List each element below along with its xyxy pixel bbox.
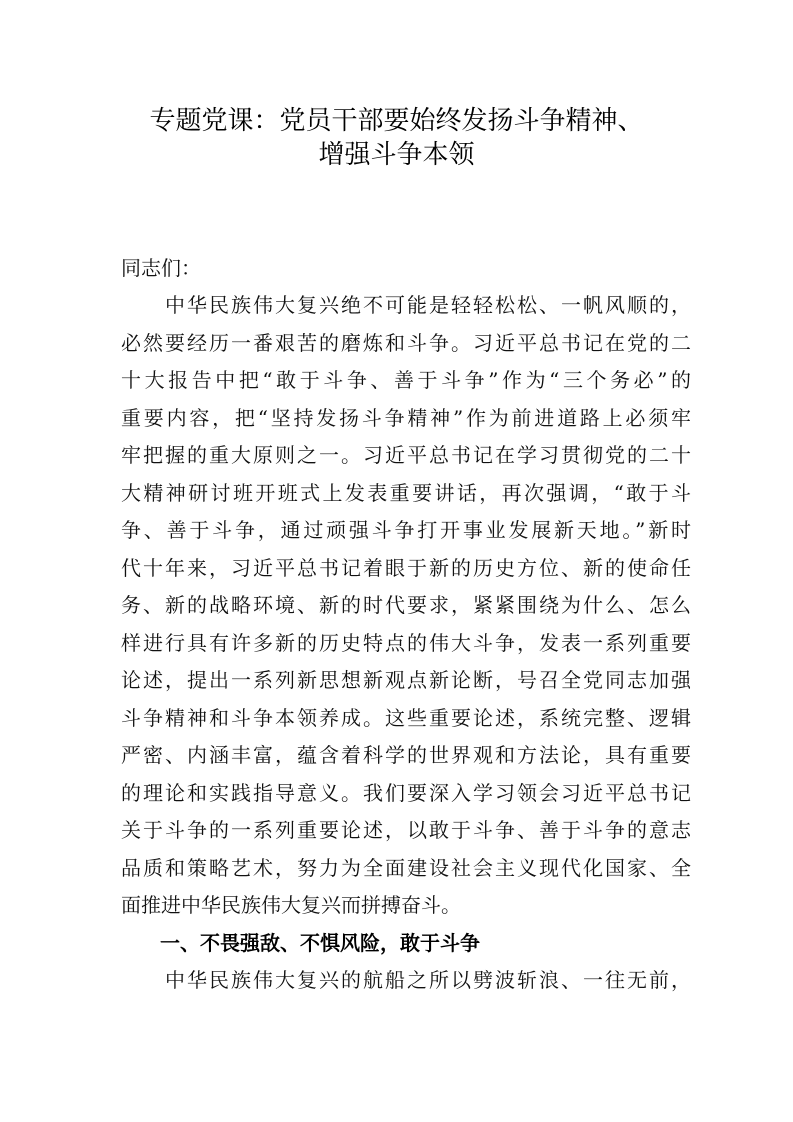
text-line: 斗争精神和斗争本领养成。这些重要论述，系统完整、逻辑: [121, 705, 691, 730]
text-line: 牢把握的重大原则之一。习近平总书记在学习贯彻党的二十: [121, 443, 691, 467]
text-line: 面推进中华民族伟大复兴而拼搏奋斗。: [121, 893, 461, 917]
text-line: 论述，提出一系列新思想新观点新论断，号召全党同志加强: [121, 668, 691, 692]
document-title-line-2: 增强斗争本领: [318, 140, 475, 170]
text-line: 关于斗争的一系列重要论述，以敢于斗争、善于斗争的意志: [121, 818, 691, 842]
text-line: 务、新的战略环境、新的时代要求，紧紧围绕为什么、怎么: [121, 593, 691, 617]
section-heading: 一、不畏强敌、不惧风险，敢于斗争: [160, 931, 480, 955]
text-line: 严密、内涵丰富，蕴含着科学的世界观和方法论，具有重要: [121, 743, 691, 767]
text-line: 十大报告中把“敢于斗争、善于斗争”作为“三个务必”的: [121, 368, 691, 392]
text-line: 必然要经历一番艰苦的磨炼和斗争。习近平总书记在党的二: [121, 330, 691, 355]
text-line: 重要内容，把“坚持发扬斗争精神”作为前进道路上必须牢: [121, 405, 691, 430]
text-line: 的理论和实践指导意义。我们要深入学习领会习近平总书记: [121, 780, 691, 805]
document-title-line-1: 专题党课：党员干部要始终发扬斗争精神、: [149, 106, 644, 136]
text-line: 品质和策略艺术，努力为全面建设社会主义现代化国家、全: [121, 855, 691, 880]
text-line: 代十年来，习近平总书记着眼于新的历史方位、新的使命任: [121, 555, 691, 580]
text-line: 中华民族伟大复兴绝不可能是轻轻松松、一帆风顺的，: [121, 293, 691, 317]
text-line: 中华民族伟大复兴的航船之所以劈波斩浪、一往无前，: [121, 968, 691, 992]
text-line: 大精神研讨班开班式上发表重要讲话，再次强调，“敢于斗: [121, 480, 691, 505]
greeting: 同志们：: [121, 256, 201, 280]
text-line: 争、善于斗争，通过顽强斗争打开事业发展新天地。”新时: [121, 518, 691, 542]
text-line: 样进行具有许多新的历史特点的伟大斗争，发表一系列重要: [121, 630, 691, 655]
